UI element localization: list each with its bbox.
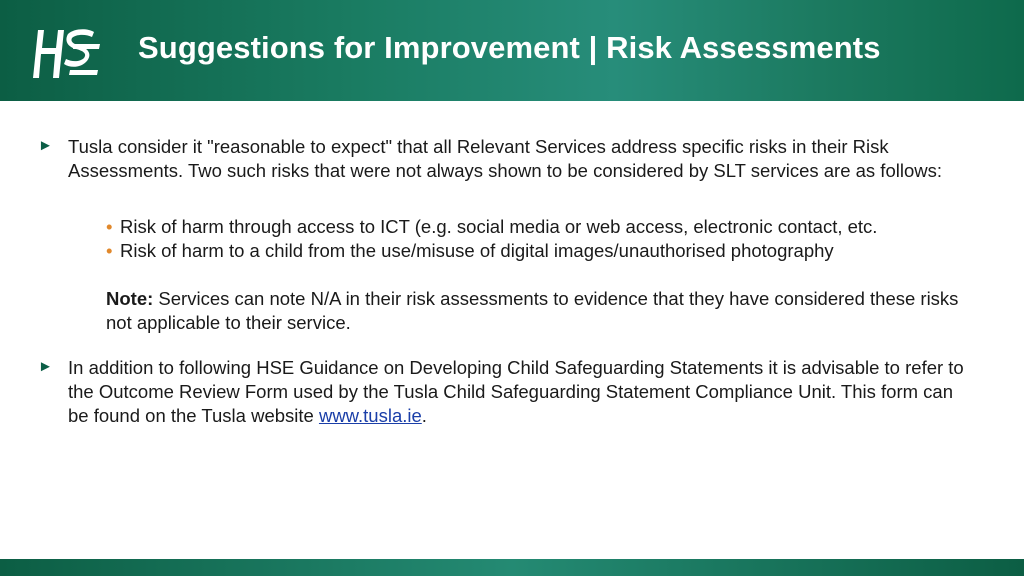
sub-bullet-list — [106, 215, 986, 263]
tusla-website-link[interactable]: www.tusla.ie — [318, 405, 422, 426]
note-label: Note: — [106, 288, 154, 309]
bullet-2: In addition to following HSE Guidance on Developing Child Safeguarding Statements it is advisable to refer to the Outcome Review Form used by the Tusla Child Safeguarding Statement Compliance Unit. This form can be found on the Tusla website www.tusla.ie. — [68, 357, 964, 426]
list-item: • Risk of harm to a child from the use/misuse of digital images/unauthorised photography — [106, 240, 834, 261]
note-paragraph — [106, 287, 986, 335]
note-text: Services can note N/A in their risk assessments to evidence that they have considered these risks not applicable to their service. — [106, 288, 959, 333]
bullet-1 — [68, 135, 968, 183]
right-pointer-icon: ► — [38, 358, 53, 375]
sub-bullet-dot-icon: • — [106, 216, 113, 237]
slide-footer-bar — [0, 559, 1024, 576]
list-item: • Risk of harm through access to ICT (e.g. social media or web access, electronic contact, etc. — [106, 216, 878, 237]
right-pointer-icon: ► — [38, 137, 53, 154]
bullet-2-text: In addition to following HSE Guidance on Developing Child Safeguarding Statements it is advisable to refer to the Outcome Review Form used by the Tusla Child Safeguarding Statement Compliance Unit. This form can be found on the Tusla website — [68, 357, 964, 426]
bullet-1-text: Tusla consider it "reasonable to expect" that all Relevant Services address specific risks in their Risk Assessments. Two such risks that were not always shown to be considered by SLT services are as follows: — [68, 136, 942, 181]
slide-title: Suggestions for Improvement | Risk Assessments — [138, 30, 881, 65]
sub-bullet-dot-icon: • — [106, 240, 113, 261]
